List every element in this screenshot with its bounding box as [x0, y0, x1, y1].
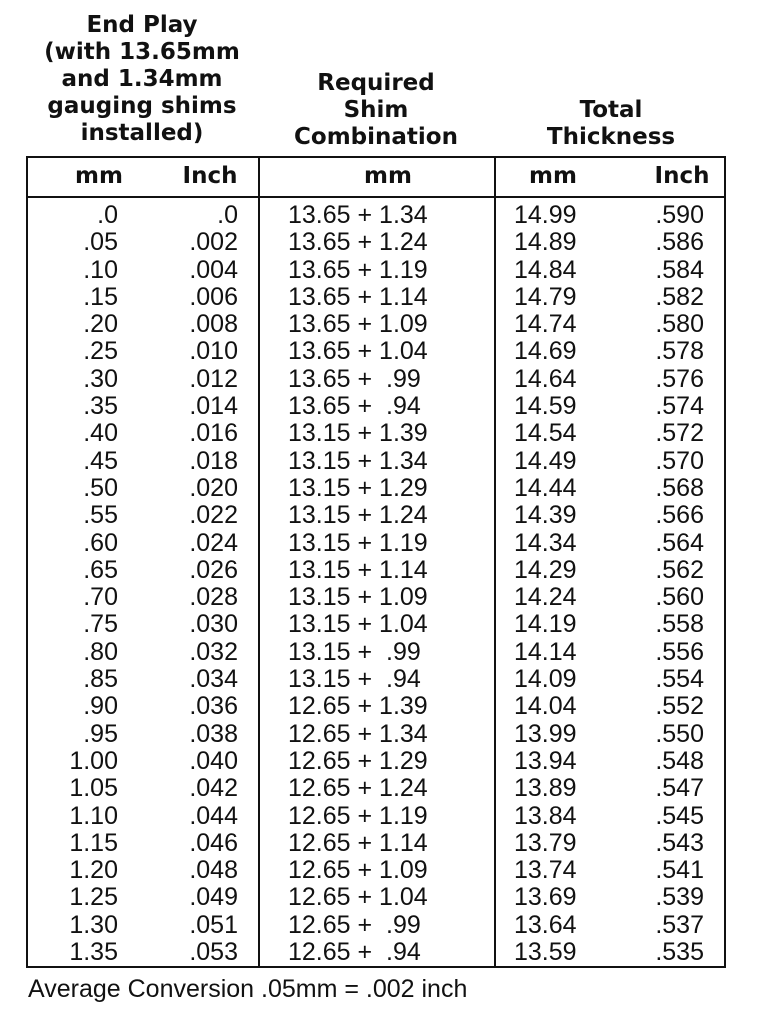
- table-row: [28, 748, 724, 775]
- table-row: [28, 775, 724, 802]
- total-mm-cell: 14.14: [514, 637, 577, 666]
- table-row: [28, 502, 724, 529]
- shim-table: [26, 156, 726, 968]
- total-mm-cell: 14.89: [514, 228, 577, 257]
- total-inch-cell: .566: [655, 501, 704, 530]
- end-play-mm-cell: 1.30: [69, 910, 118, 939]
- total-inch-cell: .554: [655, 665, 704, 694]
- total-thickness-header: [494, 97, 728, 151]
- total-mm-cell: 13.84: [514, 801, 577, 830]
- total-mm-cell: 14.24: [514, 583, 577, 612]
- end-play-mm-cell: 1.20: [69, 856, 118, 885]
- total-inch-cell: .576: [655, 364, 704, 393]
- shim-combination-cell: 13.15 + 1.04: [288, 610, 428, 639]
- end-play-mm-cell: 1.05: [69, 774, 118, 803]
- end-play-mm-cell: 1.10: [69, 801, 118, 830]
- total-inch-cell: .574: [655, 392, 704, 421]
- table-row: [28, 884, 724, 911]
- total-inch-cell: .572: [655, 419, 704, 448]
- shim-combination-cell: 13.65 + .99: [288, 364, 421, 393]
- shim-combination-cell: 12.65 + 1.29: [288, 746, 428, 775]
- table-row: [28, 420, 724, 447]
- end-play-inch-cell: .004: [189, 255, 238, 284]
- total-mm-cell: 13.94: [514, 746, 577, 775]
- shim-combination-cell: 13.15 + 1.19: [288, 528, 428, 557]
- shim-combination-cell: 13.15 + 1.29: [288, 473, 428, 502]
- conversion-footnote: Average Conversion .05mm = .002 inch: [28, 975, 468, 1003]
- end-play-mm-cell: 1.35: [69, 938, 118, 967]
- end-play-inch-cell: .026: [189, 555, 238, 584]
- shim-combination-cell: 13.65 + 1.19: [288, 255, 428, 284]
- total-header-line: Thickness: [546, 124, 676, 150]
- total-inch-cell: .578: [655, 337, 704, 366]
- table-row: [28, 693, 724, 720]
- end-play-inch-subheader: Inch: [182, 163, 238, 189]
- total-mm-cell: 14.64: [514, 364, 577, 393]
- shim-header-line: Shim: [343, 97, 409, 123]
- shim-combination-cell: 13.15 + 1.39: [288, 419, 428, 448]
- table-row: [28, 639, 724, 666]
- total-mm-cell: 14.99: [514, 201, 577, 229]
- shim-combination-cell: 13.15 + 1.09: [288, 583, 428, 612]
- table-row: [28, 338, 724, 365]
- shim-combination-cell: 13.65 + 1.04: [288, 337, 428, 366]
- table-row: [28, 857, 724, 884]
- end-play-mm-cell: .95: [83, 719, 118, 748]
- end-play-inch-cell: .022: [189, 501, 238, 530]
- end-play-header-line: End Play: [86, 12, 198, 38]
- end-play-mm-cell: 1.00: [69, 746, 118, 775]
- total-inch-cell: .562: [655, 555, 704, 584]
- end-play-mm-cell: 1.15: [69, 828, 118, 857]
- total-mm-cell: 14.59: [514, 392, 577, 421]
- end-play-inch-cell: .020: [189, 473, 238, 502]
- shim-combination-cell: 12.65 + 1.09: [288, 856, 428, 885]
- end-play-mm-cell: .30: [83, 364, 118, 393]
- end-play-mm-cell: .60: [83, 528, 118, 557]
- shim-header-line: Required: [317, 70, 435, 96]
- total-mm-cell: 14.04: [514, 692, 577, 721]
- end-play-mm-cell: .85: [83, 665, 118, 694]
- total-inch-cell: .582: [655, 282, 704, 311]
- total-mm-cell: 14.74: [514, 310, 577, 339]
- total-inch-cell: .550: [655, 719, 704, 748]
- end-play-header-line: and 1.34mm: [61, 66, 223, 92]
- shim-combination-cell: 13.65 + 1.14: [288, 282, 428, 311]
- total-inch-cell: .564: [655, 528, 704, 557]
- end-play-header-line: gauging shims: [47, 93, 237, 119]
- total-inch-cell: .560: [655, 583, 704, 612]
- total-header-line: Total: [579, 97, 643, 123]
- total-inch-cell: .568: [655, 473, 704, 502]
- shim-combination-cell: 13.15 + 1.14: [288, 555, 428, 584]
- total-inch-cell: .547: [655, 774, 704, 803]
- end-play-inch-cell: .012: [189, 364, 238, 393]
- shim-combination-cell: 12.65 + 1.14: [288, 828, 428, 857]
- end-play-inch-cell: .016: [189, 419, 238, 448]
- table-row: [28, 721, 724, 748]
- subheader-divider: [28, 196, 724, 198]
- table-row: [28, 366, 724, 393]
- shim-combination-cell: 12.65 + .94: [288, 938, 421, 967]
- table-row: [28, 284, 724, 311]
- end-play-inch-cell: .051: [189, 910, 238, 939]
- total-inch-cell: .570: [655, 446, 704, 475]
- end-play-mm-cell: .10: [83, 255, 118, 284]
- total-inch-cell: .541: [655, 856, 704, 885]
- total-mm-cell: 13.89: [514, 774, 577, 803]
- total-inch-cell: .556: [655, 637, 704, 666]
- table-row: [28, 202, 724, 229]
- end-play-mm-cell: .50: [83, 473, 118, 502]
- shim-header-line: Combination: [294, 124, 458, 150]
- end-play-mm-cell: .80: [83, 637, 118, 666]
- shim-combination-cell: 13.65 + 1.34: [288, 201, 428, 229]
- total-mm-cell: 14.29: [514, 555, 577, 584]
- shim-combination-cell: 13.15 + 1.34: [288, 446, 428, 475]
- end-play-header-line: (with 13.65mm: [44, 39, 240, 65]
- end-play-inch-cell: .0: [217, 201, 238, 229]
- total-inch-cell: .537: [655, 910, 704, 939]
- table-row: [28, 393, 724, 420]
- table-row: [28, 611, 724, 638]
- total-mm-cell: 13.99: [514, 719, 577, 748]
- table-row: [28, 584, 724, 611]
- table-row: [28, 803, 724, 830]
- end-play-inch-cell: .024: [189, 528, 238, 557]
- table-row: [28, 257, 724, 284]
- end-play-inch-cell: .034: [189, 665, 238, 694]
- end-play-mm-cell: .05: [83, 228, 118, 257]
- table-body: [28, 202, 724, 966]
- table-row: [28, 939, 724, 966]
- end-play-mm-cell: .65: [83, 555, 118, 584]
- end-play-inch-cell: .049: [189, 883, 238, 912]
- end-play-mm-cell: .75: [83, 610, 118, 639]
- shim-mm-subheader: mm: [364, 163, 412, 189]
- shim-combination-cell: 13.65 + 1.09: [288, 310, 428, 339]
- end-play-inch-cell: .053: [189, 938, 238, 967]
- shim-combination-cell: 12.65 + 1.39: [288, 692, 428, 721]
- total-inch-cell: .552: [655, 692, 704, 721]
- end-play-inch-cell: .030: [189, 610, 238, 639]
- shim-combination-cell: 12.65 + 1.34: [288, 719, 428, 748]
- end-play-mm-cell: 1.25: [69, 883, 118, 912]
- end-play-inch-cell: .028: [189, 583, 238, 612]
- total-mm-cell: 14.49: [514, 446, 577, 475]
- shim-combination-header: [258, 70, 494, 151]
- total-mm-cell: 13.79: [514, 828, 577, 857]
- table-row: [28, 229, 724, 256]
- shim-combination-cell: 12.65 + 1.04: [288, 883, 428, 912]
- total-inch-cell: .543: [655, 828, 704, 857]
- total-inch-cell: .580: [655, 310, 704, 339]
- total-inch-subheader: Inch: [654, 163, 710, 189]
- table-row: [28, 475, 724, 502]
- total-mm-cell: 14.34: [514, 528, 577, 557]
- total-inch-cell: .539: [655, 883, 704, 912]
- total-mm-cell: 14.44: [514, 473, 577, 502]
- end-play-header: [26, 12, 258, 147]
- total-inch-cell: .545: [655, 801, 704, 830]
- table-row: [28, 530, 724, 557]
- end-play-inch-cell: .014: [189, 392, 238, 421]
- end-play-mm-subheader: mm: [75, 163, 123, 189]
- end-play-inch-cell: .046: [189, 828, 238, 857]
- end-play-inch-cell: .006: [189, 282, 238, 311]
- shim-combination-cell: 13.15 + .99: [288, 637, 421, 666]
- total-inch-cell: .535: [655, 938, 704, 967]
- total-mm-cell: 14.19: [514, 610, 577, 639]
- table-row: [28, 557, 724, 584]
- end-play-inch-cell: .036: [189, 692, 238, 721]
- total-mm-cell: 14.69: [514, 337, 577, 366]
- total-mm-cell: 14.09: [514, 665, 577, 694]
- end-play-mm-cell: .25: [83, 337, 118, 366]
- end-play-inch-cell: .002: [189, 228, 238, 257]
- table-row: [28, 830, 724, 857]
- total-inch-cell: .590: [655, 201, 704, 229]
- end-play-mm-cell: .0: [97, 201, 118, 229]
- total-mm-cell: 14.84: [514, 255, 577, 284]
- end-play-inch-cell: .010: [189, 337, 238, 366]
- total-inch-cell: .548: [655, 746, 704, 775]
- table-row: [28, 448, 724, 475]
- table-row: [28, 912, 724, 939]
- end-play-mm-cell: .90: [83, 692, 118, 721]
- total-inch-cell: .586: [655, 228, 704, 257]
- shim-combination-cell: 13.15 + 1.24: [288, 501, 428, 530]
- end-play-mm-cell: .15: [83, 282, 118, 311]
- end-play-inch-cell: .040: [189, 746, 238, 775]
- total-mm-cell: 13.74: [514, 856, 577, 885]
- end-play-inch-cell: .032: [189, 637, 238, 666]
- end-play-inch-cell: .048: [189, 856, 238, 885]
- total-mm-subheader: mm: [529, 163, 577, 189]
- total-inch-cell: .558: [655, 610, 704, 639]
- shim-combination-cell: 13.15 + .94: [288, 665, 421, 694]
- total-mm-cell: 14.39: [514, 501, 577, 530]
- end-play-inch-cell: .018: [189, 446, 238, 475]
- shim-combination-cell: 12.65 + 1.24: [288, 774, 428, 803]
- end-play-mm-cell: .70: [83, 583, 118, 612]
- table-row: [28, 311, 724, 338]
- total-mm-cell: 13.69: [514, 883, 577, 912]
- end-play-mm-cell: .55: [83, 501, 118, 530]
- shim-combination-cell: 13.65 + 1.24: [288, 228, 428, 257]
- shim-combination-cell: 13.65 + .94: [288, 392, 421, 421]
- end-play-inch-cell: .038: [189, 719, 238, 748]
- end-play-mm-cell: .40: [83, 419, 118, 448]
- total-mm-cell: 14.79: [514, 282, 577, 311]
- end-play-mm-cell: .35: [83, 392, 118, 421]
- total-mm-cell: 14.54: [514, 419, 577, 448]
- end-play-inch-cell: .008: [189, 310, 238, 339]
- total-inch-cell: .584: [655, 255, 704, 284]
- total-mm-cell: 13.64: [514, 910, 577, 939]
- end-play-mm-cell: .20: [83, 310, 118, 339]
- end-play-inch-cell: .042: [189, 774, 238, 803]
- shim-combination-cell: 12.65 + 1.19: [288, 801, 428, 830]
- shim-combination-cell: 12.65 + .99: [288, 910, 421, 939]
- end-play-inch-cell: .044: [189, 801, 238, 830]
- end-play-header-line: installed): [80, 120, 204, 146]
- total-mm-cell: 13.59: [514, 938, 577, 967]
- table-row: [28, 666, 724, 693]
- end-play-mm-cell: .45: [83, 446, 118, 475]
